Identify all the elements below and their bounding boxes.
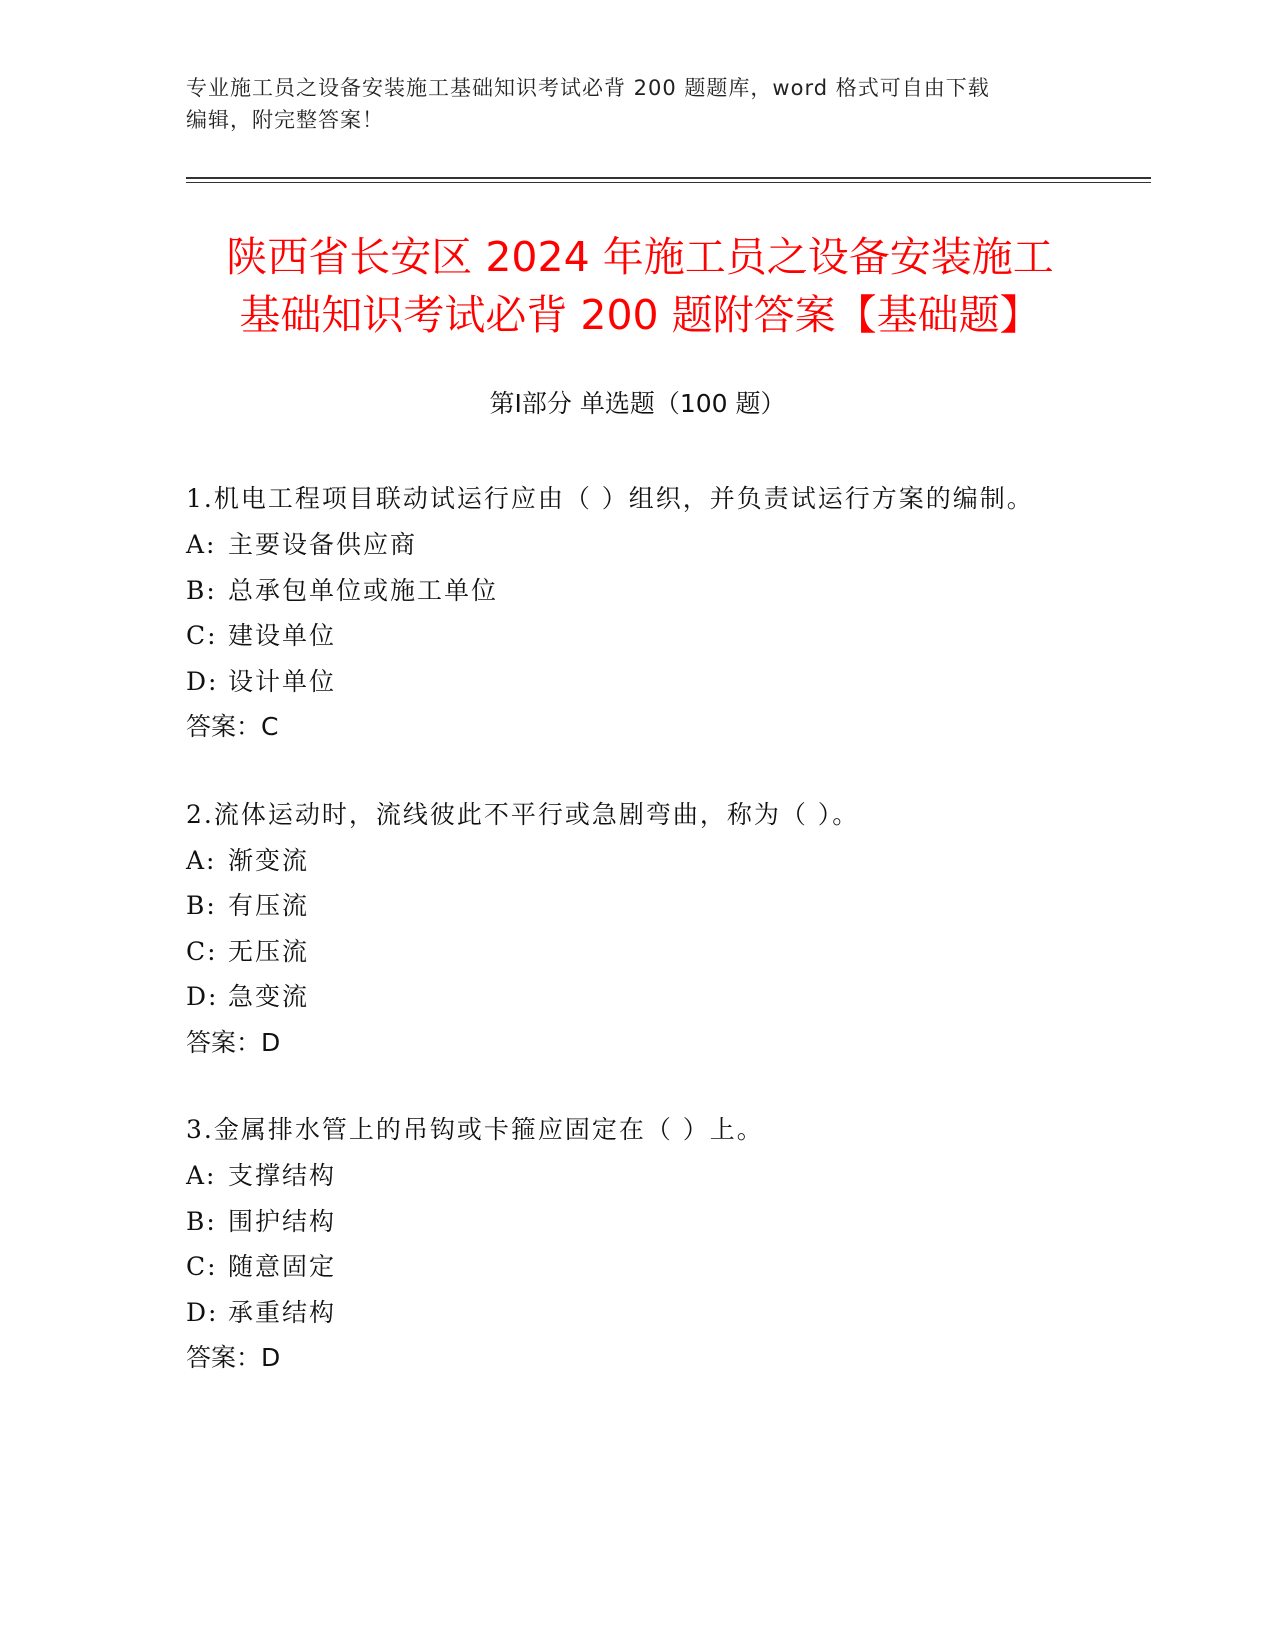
document-title-line-2: 基础知识考试必背 200 题附答案【基础题】 [239, 291, 1041, 339]
answer: 答案：D [186, 1027, 281, 1057]
option-letter: C: [186, 621, 218, 650]
header-divider-thick [186, 177, 1151, 179]
option-letter: A: [186, 530, 217, 559]
question-1 [186, 476, 1106, 750]
option-c [186, 1244, 1106, 1290]
option-a [186, 522, 1106, 568]
section-heading: 第Ⅰ部分 单选题（100 题） [489, 389, 786, 418]
page-header-line-1: 专业施工员之设备安装施工基础知识考试必背 200 题题库，word 格式可自由下载 [186, 76, 990, 100]
answer: 答案：C [186, 712, 279, 741]
option-d [186, 659, 1106, 705]
option-b [186, 1199, 1106, 1245]
question-3 [186, 1107, 1106, 1381]
option-letter: B: [186, 575, 217, 605]
option-c [186, 929, 1106, 975]
option-text: 渐变流 [228, 845, 310, 875]
question-stem: 3.金属排水管上的吊钩或卡箍应固定在（ ）上。 [186, 1115, 764, 1144]
option-letter: A: [186, 845, 217, 875]
question-list [186, 476, 1106, 1423]
option-text: 无压流 [228, 936, 310, 966]
option-letter: B: [186, 891, 217, 920]
page-header-line-2: 编辑，附完整答案！ [186, 108, 384, 132]
question-2 [186, 792, 1106, 1066]
option-text: 有压流 [228, 891, 310, 920]
option-letter: A: [186, 1161, 217, 1190]
page-header [186, 72, 1086, 136]
option-b [186, 883, 1106, 929]
option-text: 随意固定 [228, 1252, 337, 1281]
option-text: 急变流 [228, 982, 310, 1011]
question-stem: 2.流体运动时，流线彼此不平行或急剧弯曲，称为（ ）。 [186, 799, 860, 829]
document-title [180, 228, 1100, 344]
document-title-line-1: 陕西省长安区 2024 年施工员之设备安装施工 [226, 233, 1054, 281]
question-stem: 1.机电工程项目联动试运行应由（ ）组织，并负责试运行方案的编制。 [186, 484, 1034, 513]
option-text: 建设单位 [228, 621, 337, 650]
option-letter: C: [186, 936, 218, 966]
option-text: 支撑结构 [228, 1161, 337, 1190]
option-text: 总承包单位或施工单位 [228, 575, 499, 605]
option-letter: B: [186, 1206, 217, 1236]
header-divider-thin [186, 182, 1151, 183]
option-d [186, 1290, 1106, 1336]
option-letter: C: [186, 1252, 218, 1281]
option-a [186, 838, 1106, 884]
option-letter: D: [186, 666, 219, 696]
option-text: 主要设备供应商 [228, 530, 418, 559]
option-c [186, 613, 1106, 659]
option-d [186, 974, 1106, 1020]
option-letter: D: [186, 982, 219, 1011]
option-text: 设计单位 [228, 666, 337, 696]
answer: 答案：D [186, 1343, 281, 1372]
option-letter: D: [186, 1297, 219, 1327]
option-b [186, 568, 1106, 614]
option-a [186, 1153, 1106, 1199]
option-text: 承重结构 [228, 1297, 337, 1327]
option-text: 围护结构 [228, 1206, 337, 1236]
